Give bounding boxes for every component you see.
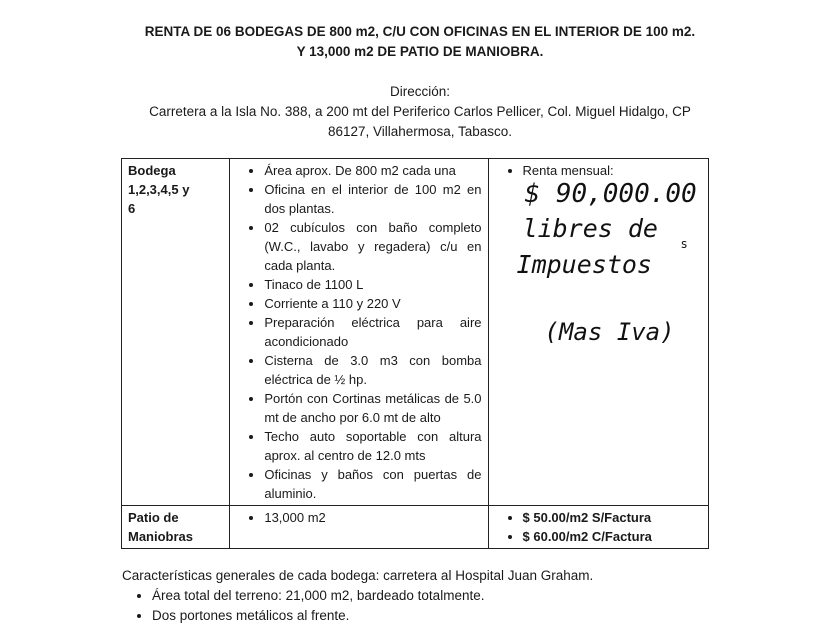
bodega-label-line: 1,2,3,4,5 y xyxy=(128,182,190,197)
table-row-patio xyxy=(122,506,709,549)
list-item: • Área total del terreno: 21,000 m2, bardeado totalmente. xyxy=(152,586,722,606)
price-box xyxy=(495,161,702,481)
bodega-features-list xyxy=(236,161,481,503)
bodega-label-line: 6 xyxy=(128,201,136,216)
handwritten-amount: $ 90,000.00 xyxy=(524,179,697,209)
price-item: • $ 50.00/m2 S/Factura xyxy=(523,508,702,527)
patio-label-line: Maniobras xyxy=(128,529,194,544)
bodega-label-cell xyxy=(122,159,230,506)
patio-features-list xyxy=(236,508,481,527)
patio-price-cell xyxy=(488,506,708,549)
list-item: • Área aprox. De 800 m2 cada una xyxy=(264,161,481,180)
address-label: Dirección: xyxy=(389,84,451,99)
list-item: • Corriente a 110 y 220 V xyxy=(264,294,481,313)
price-item: • $ 60.00/m2 C/Factura xyxy=(523,527,702,546)
general-intro: Características generales de cada bodega: carretera al Hospital Juan Graham. xyxy=(122,568,594,583)
list-item: • Portón con Cortinas metálicas de 5.0 mt de ancho por 6.0 mt de alto xyxy=(264,389,481,427)
stray-mark: s xyxy=(680,237,688,251)
list-item: • Cisterna de 3.0 m3 con bomba eléctrica de ½ hp. xyxy=(264,351,481,389)
list-item: • 13,000 m2 xyxy=(264,508,481,527)
patio-features-cell xyxy=(230,506,488,549)
title-line-2: Y 13,000 m2 DE PATIO DE MANIOBRA. xyxy=(296,44,544,59)
list-item: • Oficinas y baños con puertas de aluminio. xyxy=(264,465,481,503)
bodega-price-cell xyxy=(488,159,708,506)
document-title xyxy=(100,22,740,62)
patio-label-line: Patio de xyxy=(128,510,179,525)
list-item: • Tinaco de 1100 L xyxy=(264,275,481,294)
address-block xyxy=(90,82,750,142)
bodega-label-line: Bodega xyxy=(128,163,176,178)
list-item: • Techo auto soportable con altura aprox. al centro de 12.0 mts xyxy=(264,427,481,465)
table-row-bodegas xyxy=(122,159,709,506)
general-features-list xyxy=(122,586,722,626)
patio-label-cell xyxy=(122,506,230,549)
address-line-1: Carretera a la Isla No. 388, a 200 mt del Periferico Carlos Pellicer, Col. Miguel Hidalgo, CP xyxy=(149,104,691,119)
list-item: • 02 cubículos con baño completo (W.C., lavabo y regadera) c/u en cada planta. xyxy=(264,218,481,275)
price-label-list xyxy=(495,161,702,180)
handwritten-line-3: Impuestos xyxy=(516,250,652,279)
patio-price-list xyxy=(495,508,702,546)
list-item: • Oficina en el interior de 100 m2 en dos plantas. xyxy=(264,180,481,218)
list-item: • Preparación eléctrica para aire acondicionado xyxy=(264,313,481,351)
title-line-1: RENTA DE 06 BODEGAS DE 800 m2, C/U CON OFICINAS EN EL INTERIOR DE 100 m2. xyxy=(144,24,696,39)
bodega-features-cell xyxy=(230,159,488,506)
general-features xyxy=(122,566,722,626)
specs-table xyxy=(121,158,709,549)
list-item: • Dos portones metálicos al frente. xyxy=(152,606,722,626)
handwritten-note: (Mas Iva) xyxy=(544,318,675,346)
handwritten-line-2: libres de xyxy=(522,214,658,243)
price-label: • Renta mensual: xyxy=(523,161,702,180)
address-line-2: 86127, Villahermosa, Tabasco. xyxy=(327,124,513,139)
